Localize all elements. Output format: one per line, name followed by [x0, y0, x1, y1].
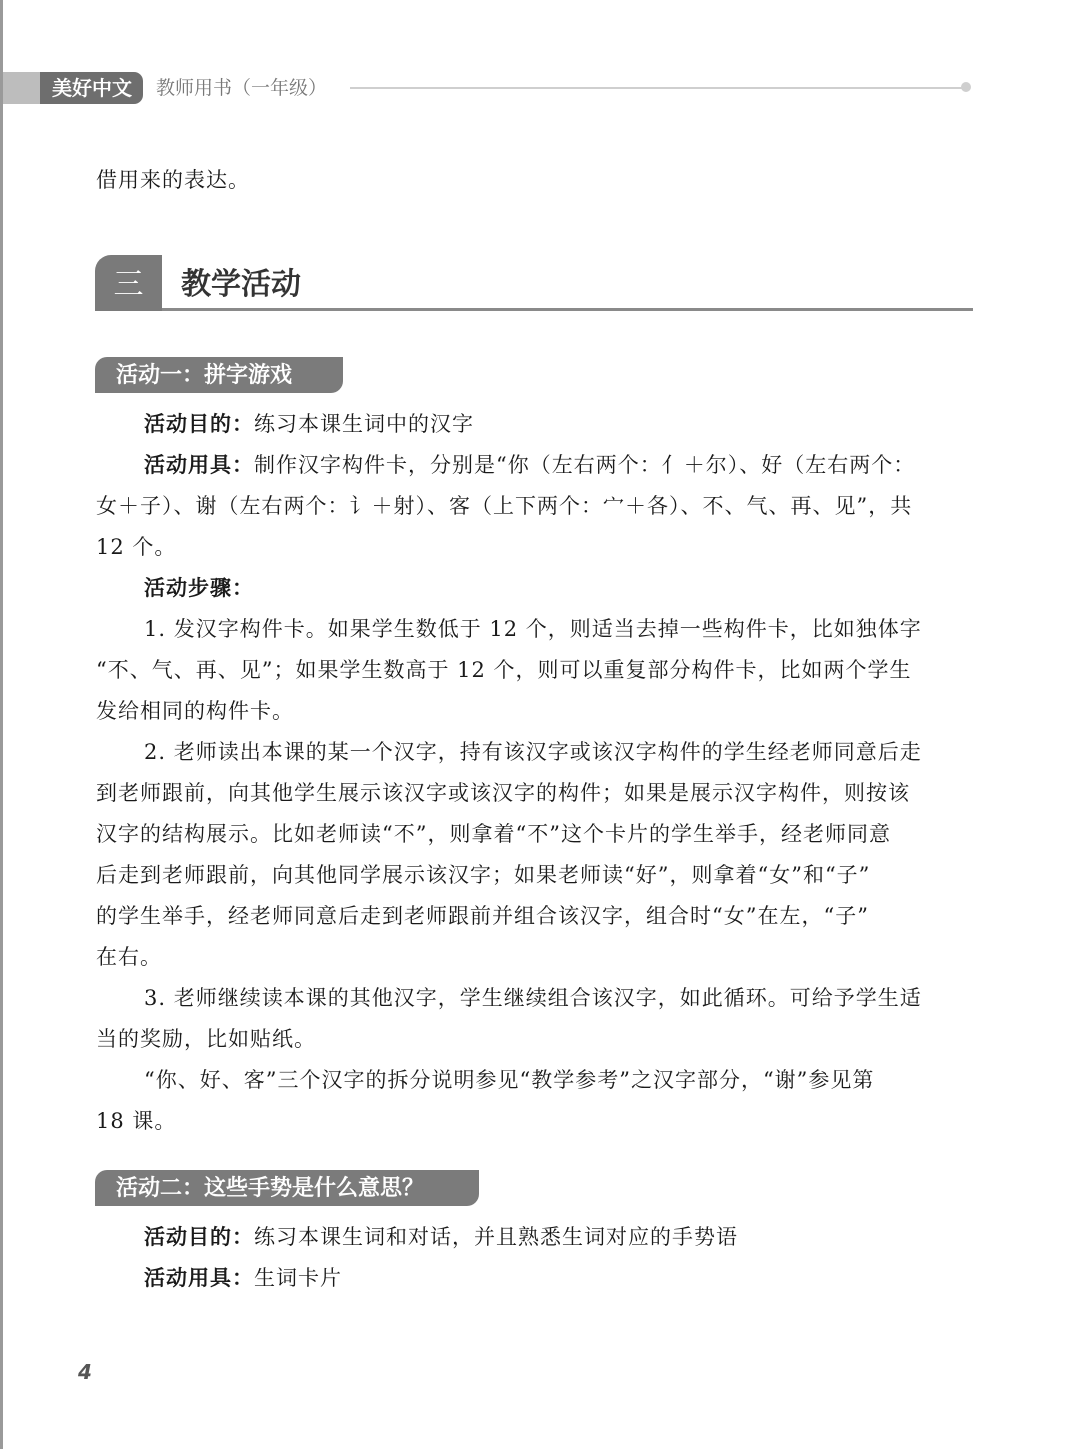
activity2-goal [144, 1217, 1021, 1258]
activity1-tools [144, 445, 1021, 486]
step-line: “你、好、客”三个汉字的拆分说明参见“教学参考”之汉字部分，“谢”参见第 [144, 1068, 875, 1092]
activity1-tools-line: 12 个。 [96, 535, 177, 559]
header-gray-block [3, 72, 43, 104]
step-line: 汉字的结构展示。比如老师读“不”，则拿着“不”这个卡片的学生举手，经老师同意 [96, 822, 891, 846]
activity2-tab: 活动二：这些手势是什么意思？ [95, 1170, 479, 1206]
header-dot [961, 82, 971, 92]
activity2-goal-label: 活动目的： [144, 1225, 254, 1249]
section-title: 教学活动 [181, 267, 301, 302]
activity2-tools-text: 生词卡片 [254, 1266, 342, 1290]
activity1-tools-label: 活动用具： [144, 453, 254, 477]
step-line: 发给相同的构件卡。 [96, 699, 294, 723]
activity1-goal-text: 练习本课生词中的汉字 [254, 412, 474, 436]
page-number: 4 [78, 1360, 92, 1384]
step-line: 当的奖励，比如贴纸。 [96, 1027, 316, 1051]
step-line: 1. 发汉字构件卡。如果学生数低于 12 个，则适当去掉一些构件卡，比如独体字 [144, 617, 922, 641]
step-line: 在右。 [96, 945, 162, 969]
step-line: 3. 老师继续读本课的其他汉字，学生继续组合该汉字，如此循环。可给予学生适 [144, 986, 922, 1010]
page-edge [0, 0, 3, 1449]
activity1-goal [144, 404, 1021, 445]
activity2-tools [144, 1258, 1021, 1299]
step-line: 2. 老师读出本课的某一个汉字，持有该汉字或该汉字构件的学生经老师同意后走 [144, 740, 922, 764]
intro-line: 借用来的表达。 [96, 168, 250, 192]
activity1-tools-line: 女＋子）、谢（左右两个：讠＋射）、客（上下两个：宀＋各）、不、气、再、见”，共 [96, 494, 913, 518]
activity1-tools-line: 制作汉字构件卡，分别是“你（左右两个：亻＋尔）、好（左右两个： [254, 453, 916, 477]
step-line: 的学生举手，经老师同意后走到老师跟前并组合该汉字，组合时“女”在左，“子” [96, 904, 869, 928]
header-book-title: 教师用书（一年级） [156, 77, 328, 99]
activity2-tools-label: 活动用具： [144, 1266, 254, 1290]
activity1-steps-label: 活动步骤： [144, 576, 254, 600]
running-header [0, 72, 1076, 104]
header-rule [350, 87, 964, 89]
activity1-tab: 活动一：拼字游戏 [95, 357, 343, 393]
header-brand: 美好中文 [52, 76, 132, 100]
section-heading [95, 255, 973, 313]
activity1-goal-label: 活动目的： [144, 412, 254, 436]
step-line: 到老师跟前，向其他学生展示该汉字或该汉字的构件；如果是展示汉字构件，则按该 [96, 781, 910, 805]
section-number: 三 [113, 267, 144, 302]
activity2-goal-text: 练习本课生词和对话，并且熟悉生词对应的手势语 [254, 1225, 738, 1249]
step-line: “不、气、再、见”；如果学生数高于 12 个，则可以重复部分构件卡，比如两个学生 [96, 658, 912, 682]
step-line: 18 课。 [96, 1109, 177, 1133]
section-rule [162, 308, 973, 311]
step-line: 后走到老师跟前，向其他同学展示该汉字；如果老师读“好”，则拿着“女”和“子” [96, 863, 871, 887]
